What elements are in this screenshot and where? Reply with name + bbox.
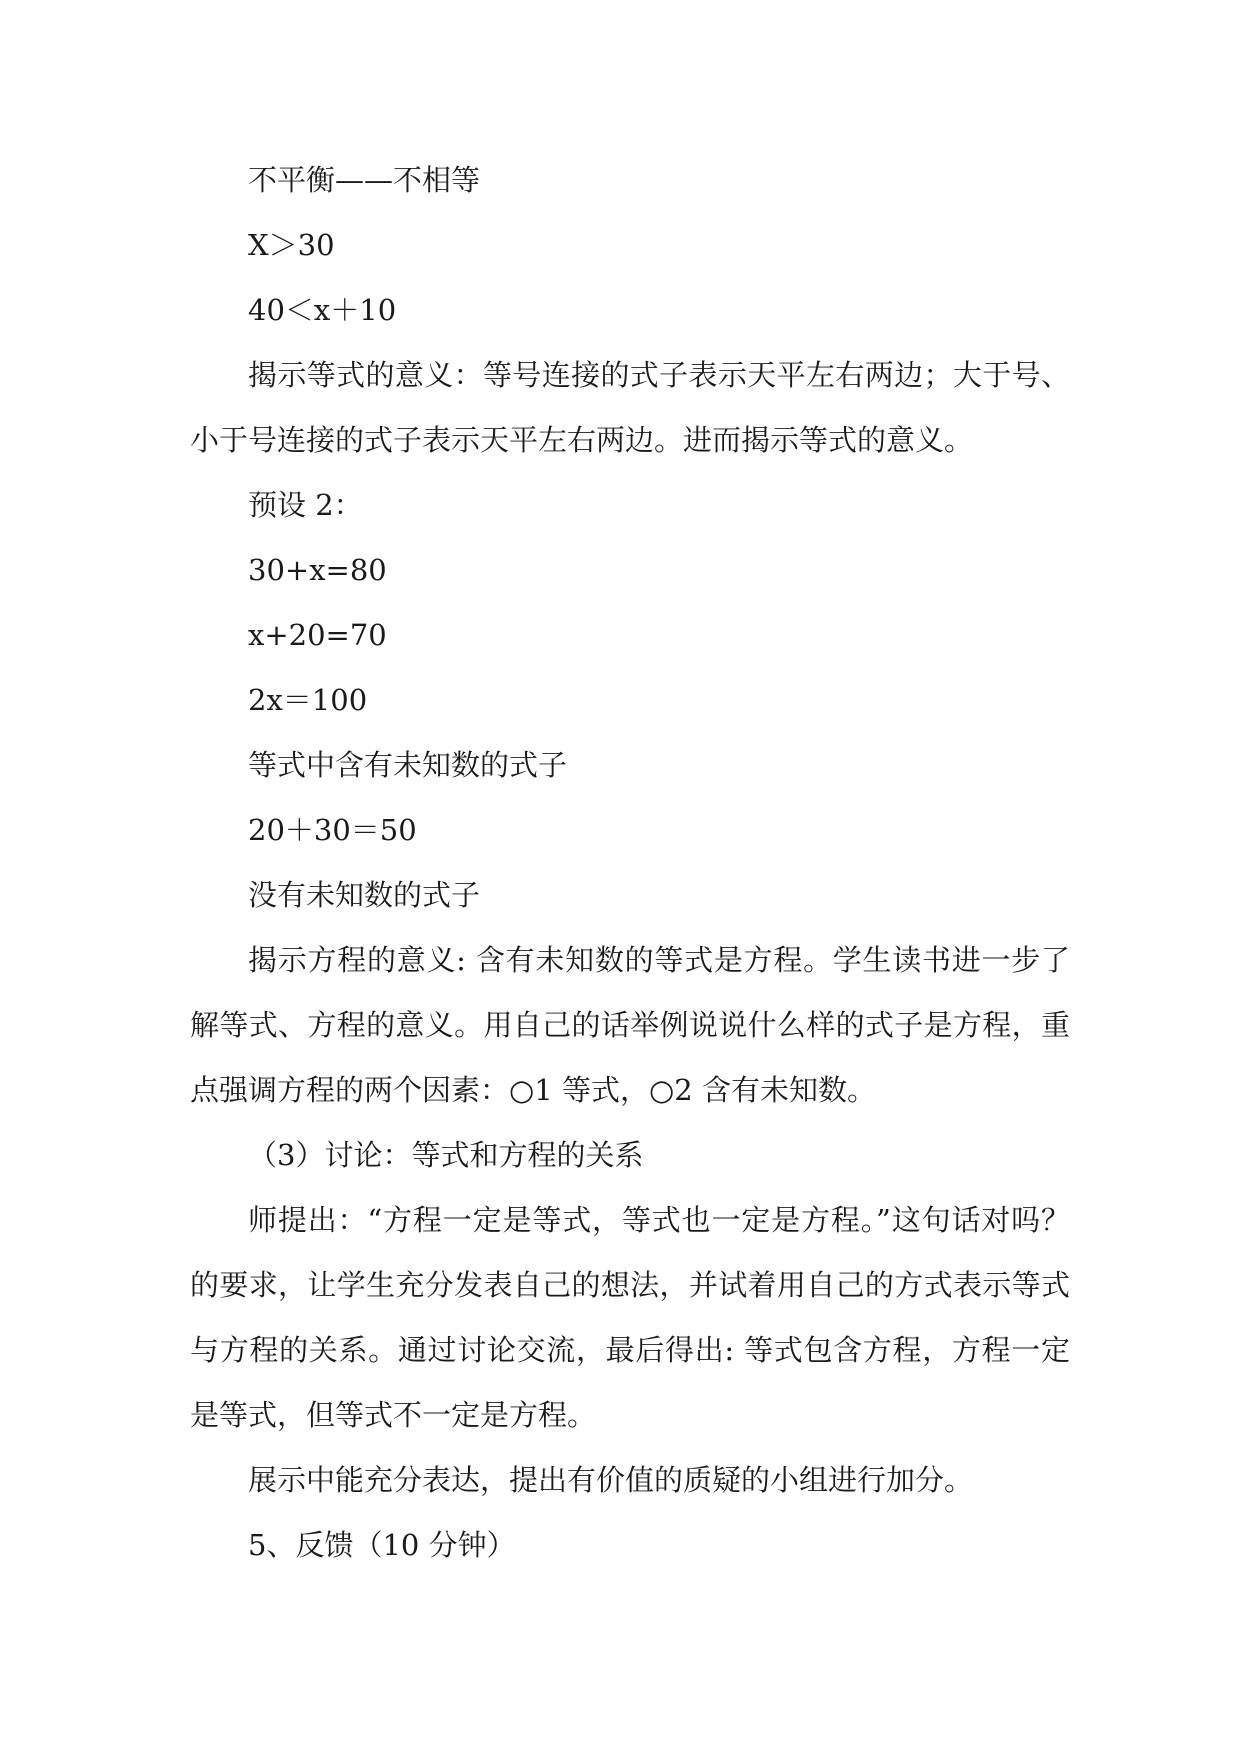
paragraph-inequality-1: X＞30 [248, 228, 335, 262]
paragraph-teacher-question: 师提出：“方程一定是等式，等式也一定是方程。”这句话对吗？的要求，让学生充分发表自己的想法，并试着用自己的方式表示等式与方程的关系。通过讨论交流，最后得出: 等式包含方程，方程一定是等式，但等式不一定是方程。 [190, 1203, 1070, 1432]
paragraph-feedback-heading: 5、反馈（10 分钟） [248, 1528, 516, 1562]
paragraph-without-unknown: 没有未知数的式子 [248, 878, 481, 912]
paragraph-equation-1: 30+x=80 [248, 553, 387, 587]
paragraph-equation-2: x+20=70 [248, 618, 387, 652]
paragraph-with-unknown: 等式中含有未知数的式子 [248, 748, 568, 782]
paragraph-equation-meaning: 揭示等式的意义：等号连接的式子表示天平左右两边；大于号、小于号连接的式子表示天平左右两边。进而揭示等式的意义。 [190, 358, 1070, 457]
paragraph-equation-4: 20＋30＝50 [248, 813, 417, 847]
paragraph-discussion-heading: （3）讨论：等式和方程的关系 [248, 1138, 644, 1172]
paragraph-preset-2: 预设 2： [248, 488, 363, 522]
paragraph-group-scoring: 展示中能充分表达，提出有价值的质疑的小组进行加分。 [248, 1463, 974, 1497]
paragraph-unbalanced: 不平衡——不相等 [248, 163, 481, 197]
paragraph-inequality-2: 40＜x＋10 [248, 293, 397, 327]
paragraph-equation-3: 2x＝100 [248, 683, 368, 717]
paragraph-equation-definition: 揭示方程的意义: 含有未知数的等式是方程。学生读书进一步了解等式、方程的意义。用自己的话举例说说什么样的式子是方程，重点强调方程的两个因素：○1 等式，○2 含有未知数。 [190, 943, 1070, 1107]
